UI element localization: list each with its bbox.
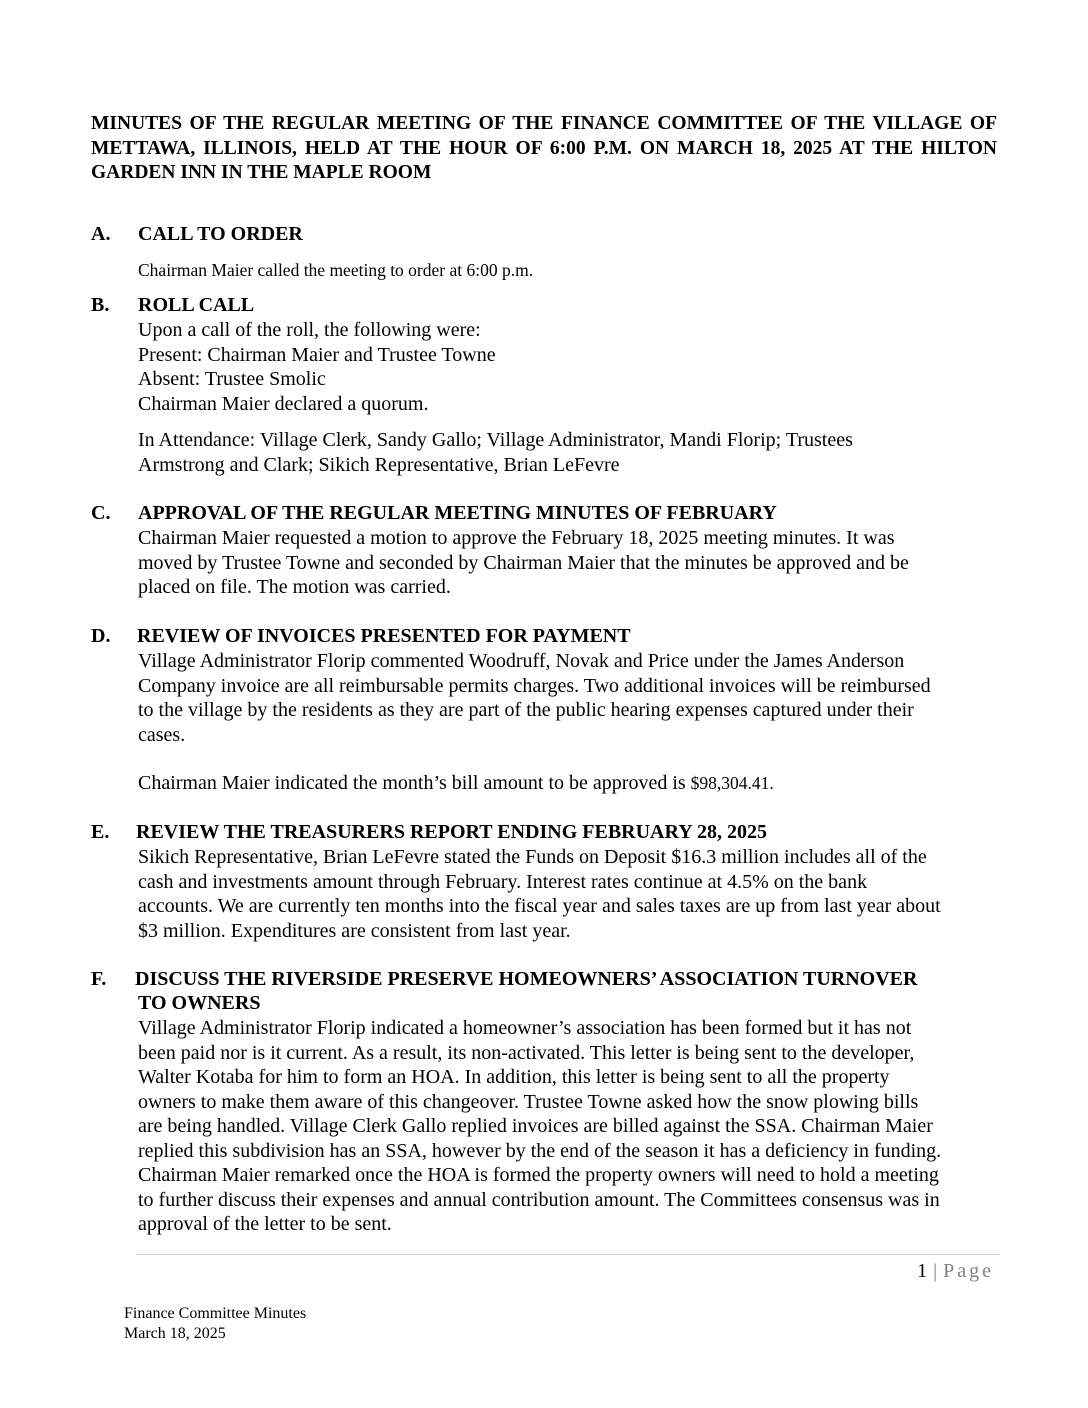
attendance-line: In Attendance: Village Clerk, Sandy Gallo; Village Administrator, Mandi Florip; Trustees [138, 429, 853, 451]
section-d-letter: D. [91, 625, 111, 647]
body-line: Chairman Maier requested a motion to approve the February 18, 2025 meeting minutes. It was [138, 527, 895, 549]
body-line: been paid nor is it current. As a result, its non-activated. This letter is being sent to the developer, [138, 1041, 915, 1064]
bill-text: Chairman Maier indicated the month’s bill amount to be approved is [138, 772, 691, 794]
attendance-line: Armstrong and Clark; Sikich Representative, Brian LeFevre [138, 453, 620, 476]
body-line: replied this subdivision has an SSA, however by the end of the season it has a deficiency in funding. [138, 1139, 942, 1162]
body-line: to further discuss their expenses and annual contribution amount. The Committees consensus was in [138, 1188, 940, 1211]
section-a-letter: A. [91, 223, 111, 245]
section-c-letter: C. [91, 502, 111, 524]
body-line: cases. [138, 723, 186, 746]
section-c-heading: APPROVAL OF THE REGULAR MEETING MINUTES OF FEBRUARY [138, 502, 777, 524]
section-e-heading: REVIEW THE TREASURERS REPORT ENDING FEBRUARY 28, 2025 [136, 821, 767, 843]
body-line: Chairman Maier remarked once the HOA is formed the property owners will need to hold a meeting [138, 1164, 939, 1186]
section-b-letter: B. [91, 294, 110, 316]
body-line: accounts. We are currently ten months into the fiscal year and sales taxes are up from last year about [138, 895, 941, 917]
body-line: Village Administrator Florip indicated a homeowner’s association has been formed but it has not [138, 1017, 912, 1039]
body-line: cash and investments amount through February. Interest rates continue at 4.5% on the bank [138, 870, 868, 893]
body-line: approval of the letter to be sent. [138, 1213, 392, 1235]
body-line: $3 million. Expenditures are consistent from last year. [138, 919, 571, 942]
page-number [917, 1259, 994, 1283]
page-number-value: 1 [917, 1260, 928, 1282]
page-separator: | [933, 1260, 938, 1282]
body-line: Village Administrator Florip commented Woodruff, Novak and Price under the James Anderson [138, 650, 905, 672]
footer-doc-name: Finance Committee Minutes [124, 1305, 307, 1322]
section-a-heading: CALL TO ORDER [138, 223, 303, 245]
section-b-attendance [138, 428, 1000, 477]
body-line: placed on file. The motion was carried. [138, 576, 451, 598]
section-e-body [138, 845, 1000, 943]
document-title: MINUTES OF THE REGULAR MEETING OF THE FINANCE COMMITTEE OF THE VILLAGE OF METTAWA, ILLINOIS, HELD AT THE HOUR OF 6:00 P.M. ON MARCH 18, 2025 AT THE HILTON GARDEN INN IN THE MAPLE ROOM [91, 113, 997, 183]
body-line: to the village by the residents as they are part of the public hearing expenses captured under their [138, 699, 914, 721]
section-d-bill [138, 771, 1000, 796]
roll-absent: Absent: Trustee Smolic [138, 368, 326, 390]
body-line: Sikich Representative, Brian LeFevre stated the Funds on Deposit $16.3 million includes all of the [138, 846, 927, 868]
page-label: Page [943, 1260, 994, 1282]
body-line: Company invoice are all reimbursable permits charges. Two additional invoices will be reimbursed [138, 674, 931, 697]
body-line: moved by Trustee Towne and seconded by Chairman Maier that the minutes be approved and be [138, 551, 909, 574]
roll-line: Upon a call of the roll, the following were: [138, 319, 481, 341]
body-line: are being handled. Village Clerk Gallo replied invoices are billed against the SSA. Chairman Maier [138, 1115, 933, 1137]
section-b-roll [138, 318, 1000, 416]
body-line: Walter Kotaba for him to form an HOA. In addition, this letter is being sent to all the property [138, 1066, 890, 1088]
section-f-heading [135, 967, 917, 1015]
bill-amount: $98,304.41. [690, 773, 774, 793]
roll-present: Present: Chairman Maier and Trustee Towne [138, 343, 496, 366]
section-b-heading: ROLL CALL [138, 294, 255, 316]
section-e-letter: E. [91, 821, 110, 843]
section-f-body [138, 1016, 1000, 1237]
body-line: owners to make them aware of this changeover. Trustee Towne asked how the snow plowing bills [138, 1090, 919, 1113]
heading-line: DISCUSS THE RIVERSIDE PRESERVE HOMEOWNERS’ ASSOCIATION TURNOVER [135, 968, 918, 990]
roll-quorum: Chairman Maier declared a quorum. [138, 392, 429, 415]
heading-line: TO OWNERS [138, 992, 261, 1014]
section-c-body [138, 526, 1000, 600]
section-f-letter: F. [91, 968, 107, 990]
footer-doc-date: March 18, 2025 [124, 1325, 226, 1342]
section-a-text: Chairman Maier called the meeting to order at 6:00 p.m. [138, 260, 534, 280]
footer-divider [136, 1254, 1000, 1255]
section-d-body [138, 649, 1000, 747]
section-d-heading: REVIEW OF INVOICES PRESENTED FOR PAYMENT [137, 625, 631, 647]
document-footer [124, 1304, 306, 1344]
